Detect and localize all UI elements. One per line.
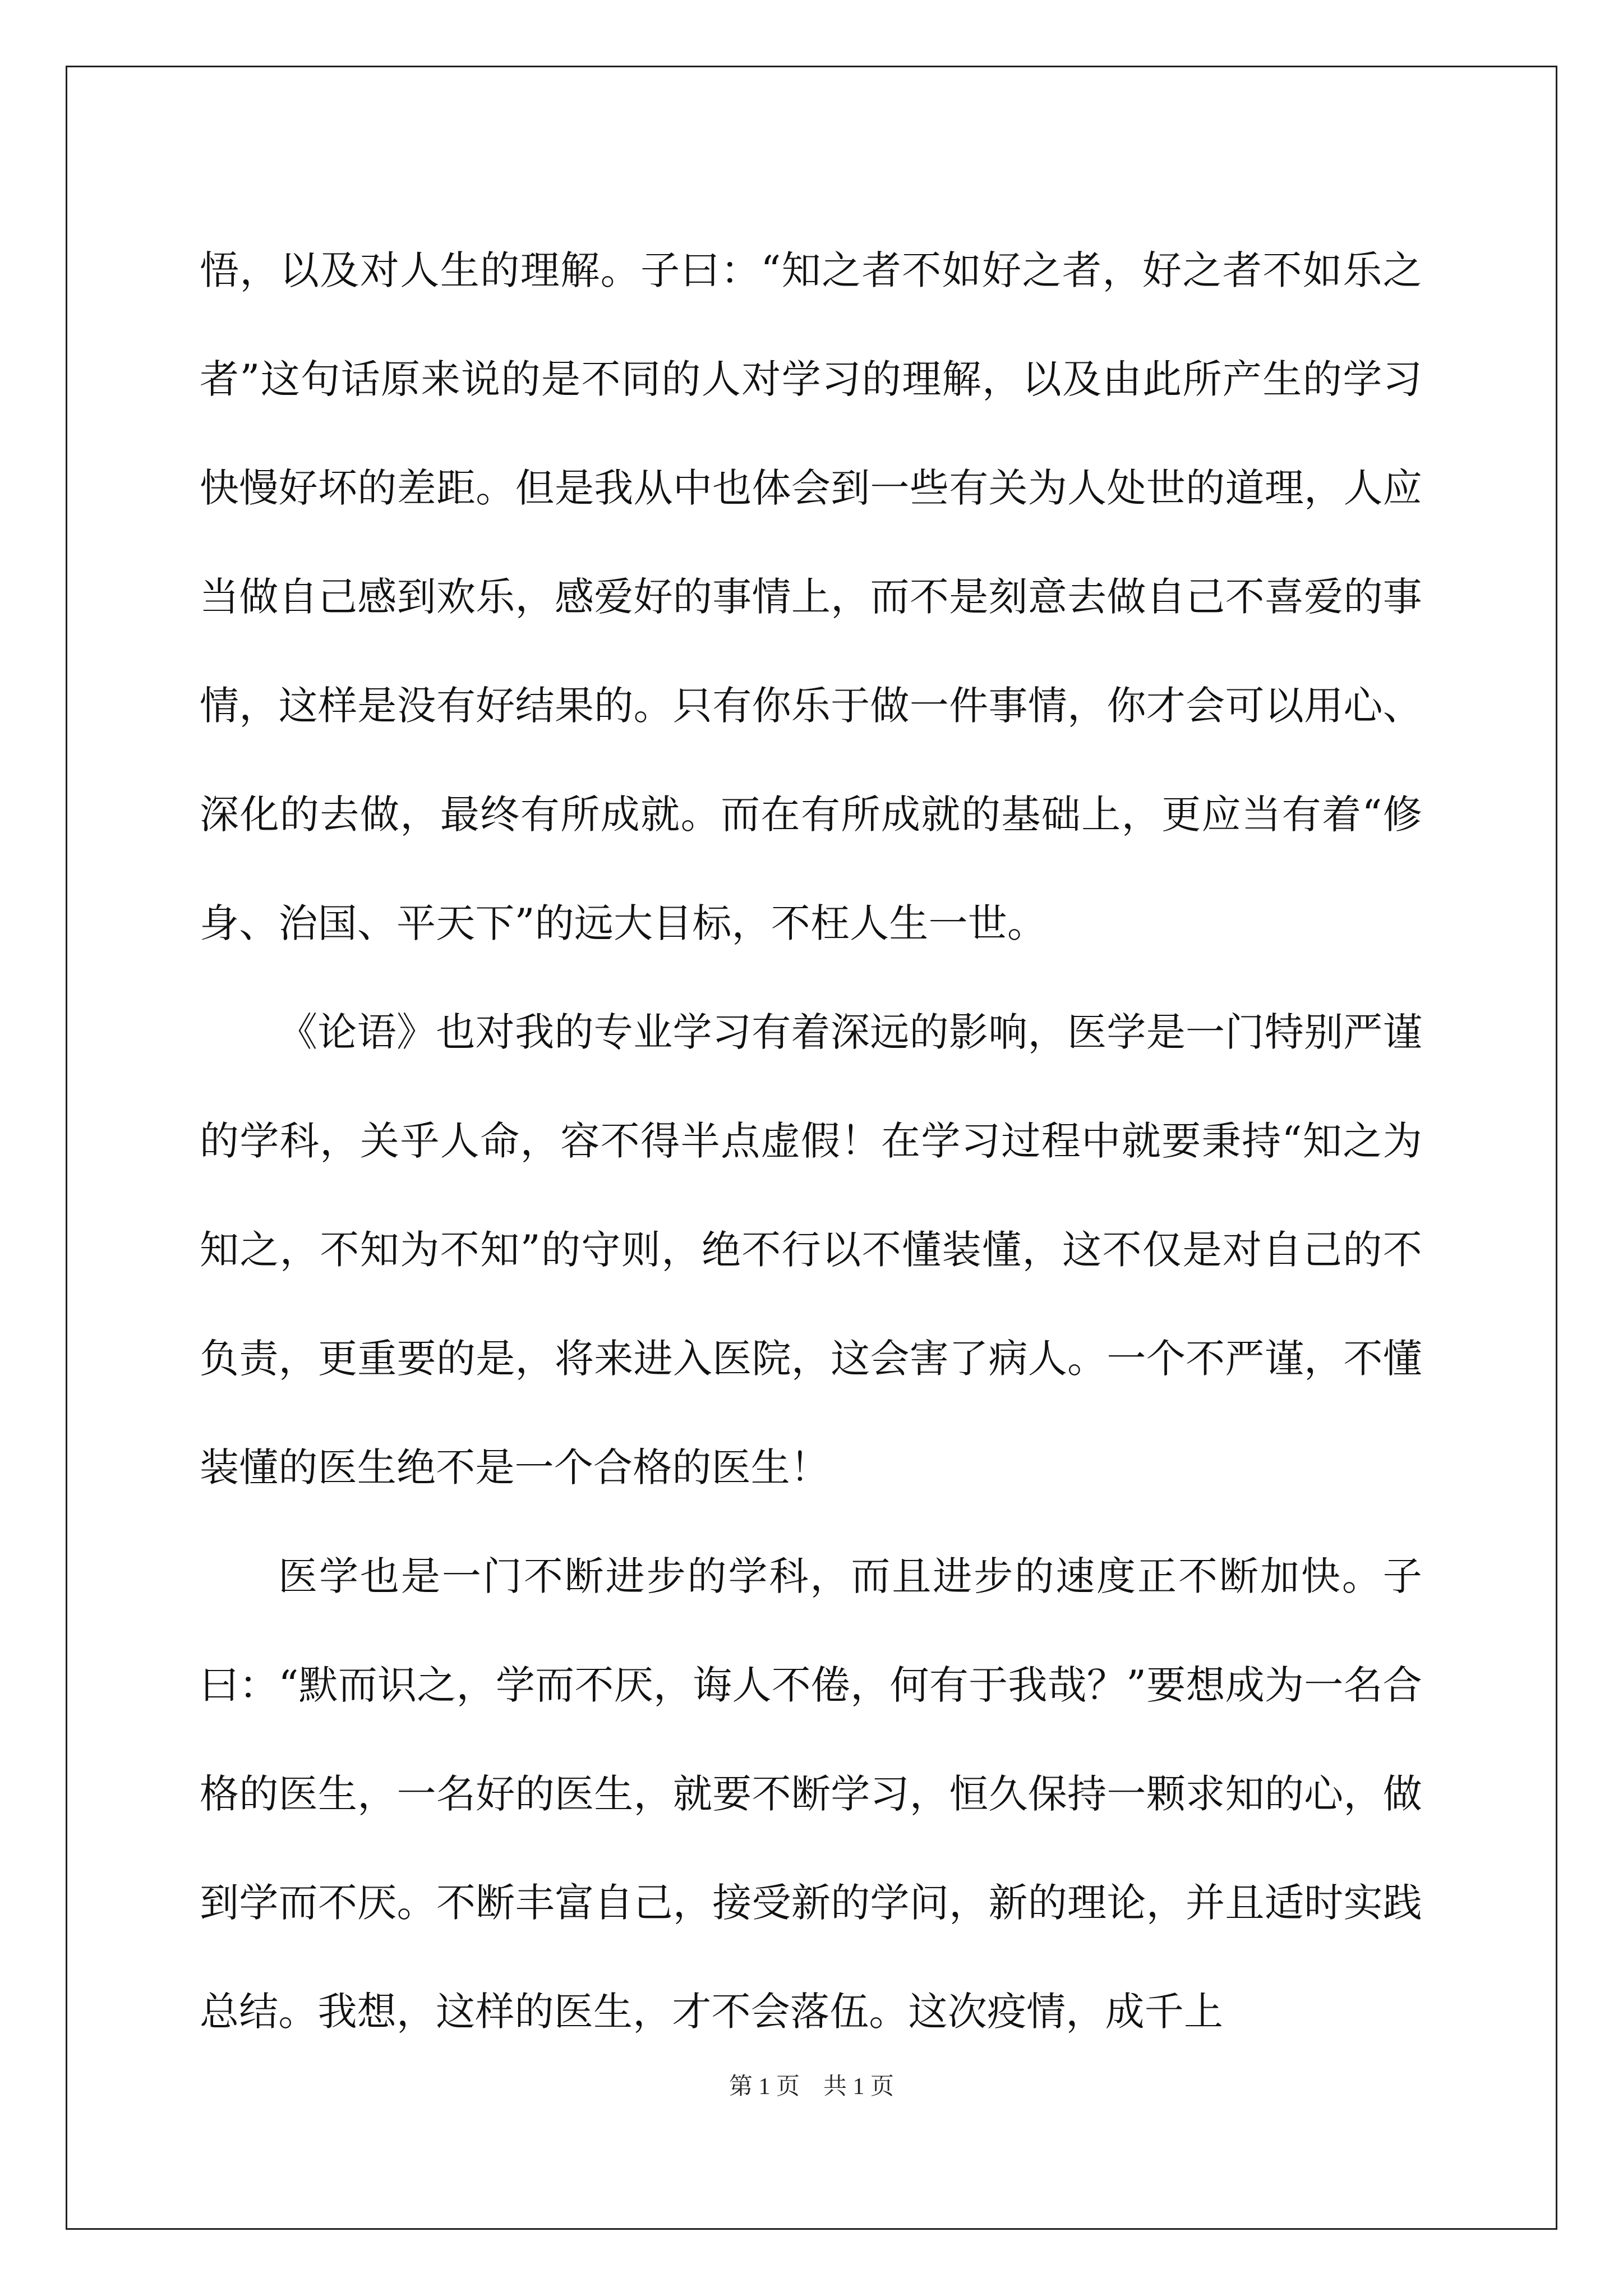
paragraph-3: 医学也是一门不断进步的学科，而且进步的速度正不断加快。子曰：“默而识之，学而不厌，诲人不倦，何有于我哉？”要想成为一名合格的医生，一名好的医生，就要不断学习，恒久保持一颗求知的心，做到学而不厌。不断丰富自己，接受新的学问，新的理论，并且适时实践总结。我想，这样的医生，才不会落伍。这次疫情，成千上 xyxy=(200,1553,1422,2035)
page-number-footer: 第 1 页 共 1 页 xyxy=(728,2074,894,2100)
document-body xyxy=(200,216,1422,2066)
paragraph-2: 《论语》也对我的专业学习有着深远的影响，医学是一门特别严谨的学科，关乎人命，容不得半点虚假！在学习过程中就要秉持“知之为知之，不知为不知”的守则，绝不行以不懂装懂，这不仅是对自己的不负责，更重要的是，将来进入医院，这会害了病人。一个不严谨，不懂装懂的医生绝不是一个合格的医生！ xyxy=(200,1009,1422,1490)
paragraph-1: 悟，以及对人生的理解。子曰：“知之者不如好之者，好之者不如乐之者”这句话原来说的是不同的人对学习的理解，以及由此所产生的学习快慢好坏的差距。但是我从中也体会到一些有关为人处世的道理，人应当做自己感到欢乐，感爱好的事情上，而不是刻意去做自己不喜爱的事情，这样是没有好结果的。只有你乐于做一件事情，你才会可以用心、深化的去做，最终有所成就。而在有所成就的基础上，更应当有着“修身、治国、平天下”的远大目标，不枉人生一世。 xyxy=(200,247,1422,946)
